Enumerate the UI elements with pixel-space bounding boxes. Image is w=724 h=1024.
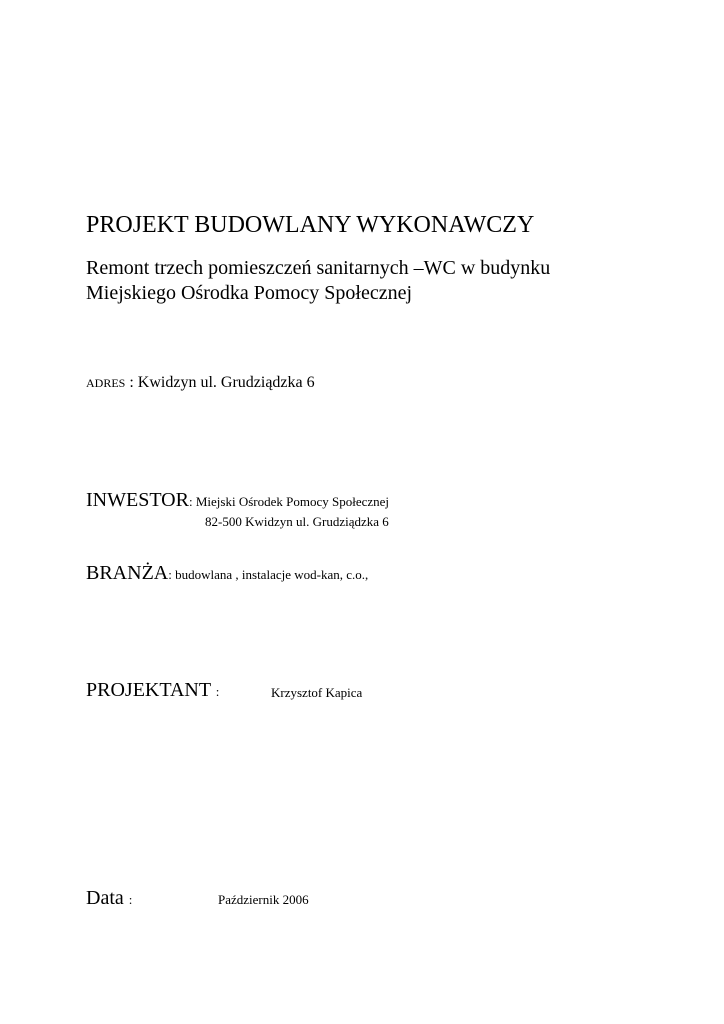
projektant-label: PROJEKTANT <box>86 679 216 701</box>
branza-value: budowlana , instalacje wod-kan, c.o., <box>175 567 369 582</box>
data-row <box>86 884 132 914</box>
subtitle-line-2: Miejskiego Ośrodka Pomocy Społecznej <box>86 282 413 304</box>
branza-separator: : <box>168 567 176 582</box>
adres-label: ADRES <box>86 376 126 390</box>
branza-row <box>86 560 368 588</box>
data-value: Październik 2006 <box>218 892 309 907</box>
document-title: PROJEKT BUDOWLANY WYKONAWCZY <box>86 212 535 238</box>
document-subtitle <box>86 256 550 306</box>
branza-label: BRANŻA <box>86 562 169 584</box>
inwestor-value-line-2: 82-500 Kwidzyn ul. Grudziądzka 6 <box>205 514 389 529</box>
inwestor-row <box>86 487 389 515</box>
adres-row <box>86 372 315 394</box>
adres-value: Kwidzyn ul. Grudziądzka 6 <box>137 374 315 391</box>
projektant-row <box>86 676 219 706</box>
inwestor-label: INWESTOR <box>86 489 189 511</box>
inwestor-value-line-1: Miejski Ośrodek Pomocy Społecznej <box>195 494 390 509</box>
projektant-value: Krzysztof Kapica <box>271 685 363 700</box>
data-separator: : <box>128 892 133 907</box>
subtitle-line-1: Remont trzech pomieszczeń sanitarnych –WC w budynku <box>86 257 551 279</box>
data-label: Data <box>86 887 129 909</box>
projektant-separator: : <box>215 684 220 699</box>
adres-separator: : <box>125 374 138 391</box>
inwestor-separator: : <box>188 494 196 509</box>
